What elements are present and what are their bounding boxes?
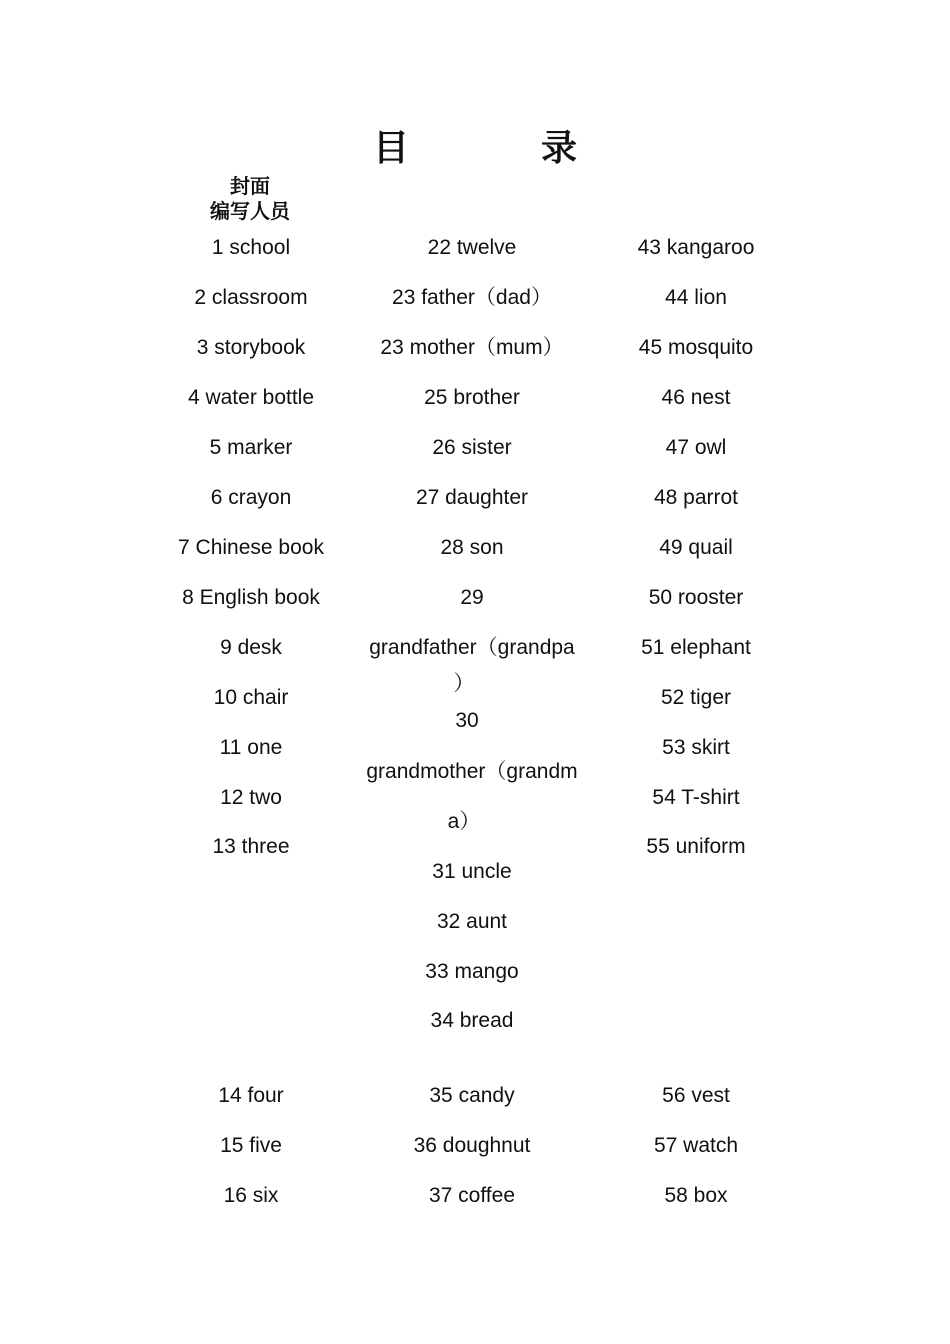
- toc-entry: 54 T-shirt: [652, 786, 740, 809]
- toc-entry: 34 bread: [430, 1009, 514, 1032]
- toc-entry: 52 tiger: [660, 686, 732, 709]
- toc-entry: 2 classroom: [194, 286, 308, 309]
- toc-entry: 48 parrot: [653, 486, 739, 509]
- toc-entry-wrap: a）: [447, 810, 481, 833]
- toc-entry: 31 uncle: [432, 860, 512, 883]
- toc-entry: 56 vest: [662, 1084, 730, 1107]
- toc-entry: 4 water bottle: [187, 386, 315, 409]
- toc-entry: 33 mango: [425, 960, 519, 983]
- toc-entry: 11 one: [219, 736, 283, 759]
- toc-entry: 55 uniform: [646, 835, 746, 858]
- toc-entry: 25 brother: [424, 386, 520, 409]
- toc-entry: grandfather（grandpa: [369, 636, 575, 659]
- toc-entry: 7 Chinese book: [178, 536, 324, 559]
- page-title: 目 录: [372, 128, 625, 169]
- toc-entry: 23 father（dad）: [392, 286, 552, 309]
- toc-entry: 23 mother（mum）: [380, 336, 564, 359]
- toc-entry: 58 box: [664, 1184, 728, 1207]
- toc-entry: 45 mosquito: [638, 336, 754, 359]
- toc-entry: 28 son: [440, 536, 504, 559]
- toc-entry: 1 school: [211, 236, 291, 259]
- front-matter-authors: 编写人员: [210, 199, 290, 223]
- toc-entry: 26 sister: [432, 436, 512, 459]
- front-matter-cover: 封面: [230, 174, 270, 198]
- toc-entry: 53 skirt: [662, 736, 730, 759]
- toc-entry: 14 four: [218, 1084, 284, 1107]
- toc-entry: 29: [460, 586, 484, 609]
- toc-entry: 32 aunt: [436, 910, 508, 933]
- toc-entry: grandmother（grandm: [366, 760, 578, 783]
- toc-entry-wrap: ）: [453, 672, 475, 695]
- toc-entry: 13 three: [212, 835, 290, 858]
- toc-entry: 12 two: [220, 786, 282, 809]
- toc-entry: 30: [455, 709, 479, 732]
- toc-entry: 22 twelve: [427, 236, 517, 259]
- toc-entry: 3 storybook: [196, 336, 306, 359]
- toc-entry: 44 lion: [665, 286, 727, 309]
- toc-entry: 6 crayon: [210, 486, 292, 509]
- toc-entry: 10 chair: [213, 686, 289, 709]
- toc-entry: 27 daughter: [415, 486, 529, 509]
- toc-entry: 51 elephant: [641, 636, 751, 659]
- toc-entry: 9 desk: [220, 636, 282, 659]
- toc-entry: 57 watch: [653, 1134, 739, 1157]
- toc-entry: 49 quail: [659, 536, 733, 559]
- toc-entry: 47 owl: [665, 436, 727, 459]
- toc-entry: 50 rooster: [648, 586, 744, 609]
- toc-entry: 5 marker: [209, 436, 293, 459]
- toc-entry: 16 six: [223, 1184, 279, 1207]
- toc-entry: 37 coffee: [428, 1184, 516, 1207]
- toc-entry: 46 nest: [661, 386, 731, 409]
- toc-entry: 43 kangaroo: [637, 236, 755, 259]
- toc-entry: 36 doughnut: [413, 1134, 531, 1157]
- toc-entry: 8 English book: [182, 586, 320, 609]
- toc-entry: 15 five: [220, 1134, 282, 1157]
- toc-entry: 35 candy: [429, 1084, 515, 1107]
